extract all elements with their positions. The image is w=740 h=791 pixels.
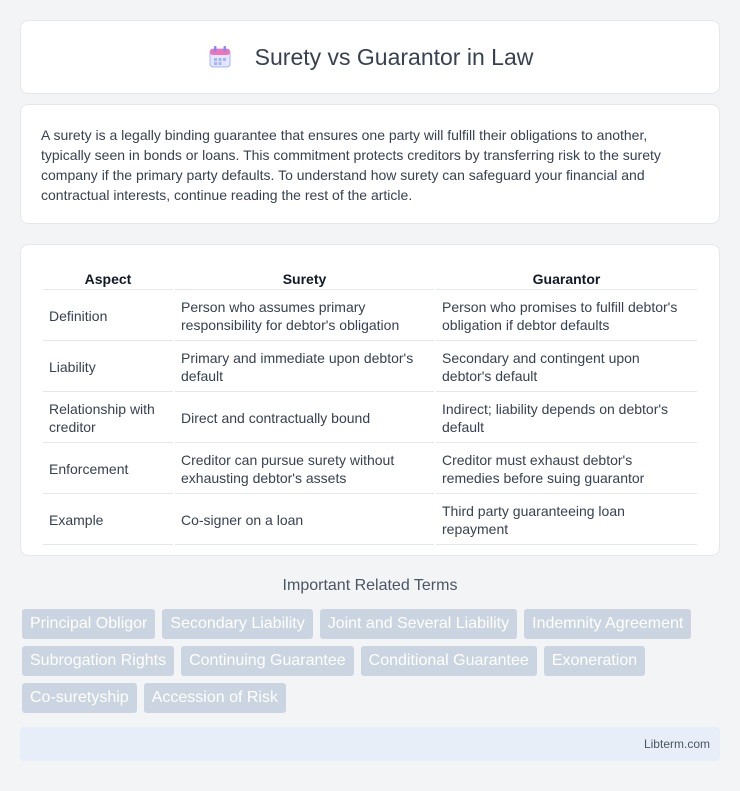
- row-guarantor: Third party guaranteeing loan repayment: [436, 496, 697, 545]
- row-surety: Person who assumes primary responsibility for debtor's obligation: [175, 292, 434, 341]
- tag-co-suretyship[interactable]: Co-suretyship: [22, 683, 137, 713]
- row-aspect: Relationship with creditor: [43, 394, 173, 443]
- row-surety: Creditor can pursue surety without exhausting debtor's assets: [175, 445, 434, 494]
- footer: [20, 727, 720, 761]
- header-surety: Surety: [175, 267, 434, 290]
- tag-principal-obligor[interactable]: Principal Obligor: [22, 609, 155, 639]
- header-guarantor: Guarantor: [436, 267, 697, 290]
- intro-text: A surety is a legally binding guarantee that ensures one party will fulfill their obligations to another, typically seen in bonds or loans. This commitment protects creditors by transferring risk to the surety company if the primary party defaults. To understand how surety can safeguard your financial and contractual interests, continue reading the rest of the article.: [41, 127, 661, 203]
- row-aspect: Definition: [43, 292, 173, 341]
- row-guarantor: Secondary and contingent upon debtor's default: [436, 343, 697, 392]
- table-row: [43, 292, 697, 341]
- table-row: [43, 496, 697, 545]
- row-guarantor: Person who promises to fulfill debtor's obligation if debtor defaults: [436, 292, 697, 341]
- row-surety: Primary and immediate upon debtor's default: [175, 343, 434, 392]
- related-terms-list: [22, 609, 722, 713]
- intro-card: [20, 104, 720, 224]
- table-row: [43, 343, 697, 392]
- related-terms-title: Important Related Terms: [282, 577, 458, 594]
- comparison-table: [41, 265, 699, 547]
- header-card: [20, 20, 720, 94]
- table-row: [43, 445, 697, 494]
- calendar-icon: [207, 44, 233, 70]
- tag-conditional-guarantee[interactable]: Conditional Guarantee: [361, 646, 537, 676]
- row-guarantor: Indirect; liability depends on debtor's default: [436, 394, 697, 443]
- tag-exoneration[interactable]: Exoneration: [544, 646, 645, 676]
- tag-indemnity-agreement[interactable]: Indemnity Agreement: [524, 609, 691, 639]
- tag-subrogation-rights[interactable]: Subrogation Rights: [22, 646, 174, 676]
- table-header-row: [43, 267, 697, 290]
- row-guarantor: Creditor must exhaust debtor's remedies before suing guarantor: [436, 445, 697, 494]
- row-aspect: Example: [43, 496, 173, 545]
- footer-link[interactable]: Libterm.com: [643, 737, 710, 751]
- comparison-card: [20, 244, 720, 556]
- header-aspect: Aspect: [43, 267, 173, 290]
- row-aspect: Enforcement: [43, 445, 173, 494]
- page-title: Surety vs Guarantor in Law: [254, 43, 534, 70]
- row-surety: Direct and contractually bound: [175, 394, 434, 443]
- tag-joint-several-liability[interactable]: Joint and Several Liability: [320, 609, 517, 639]
- tag-secondary-liability[interactable]: Secondary Liability: [162, 609, 312, 639]
- row-aspect: Liability: [43, 343, 173, 392]
- row-surety: Co-signer on a loan: [175, 496, 434, 545]
- tag-accession-of-risk[interactable]: Accession of Risk: [144, 683, 286, 713]
- table-row: [43, 394, 697, 443]
- tag-continuing-guarantee[interactable]: Continuing Guarantee: [181, 646, 354, 676]
